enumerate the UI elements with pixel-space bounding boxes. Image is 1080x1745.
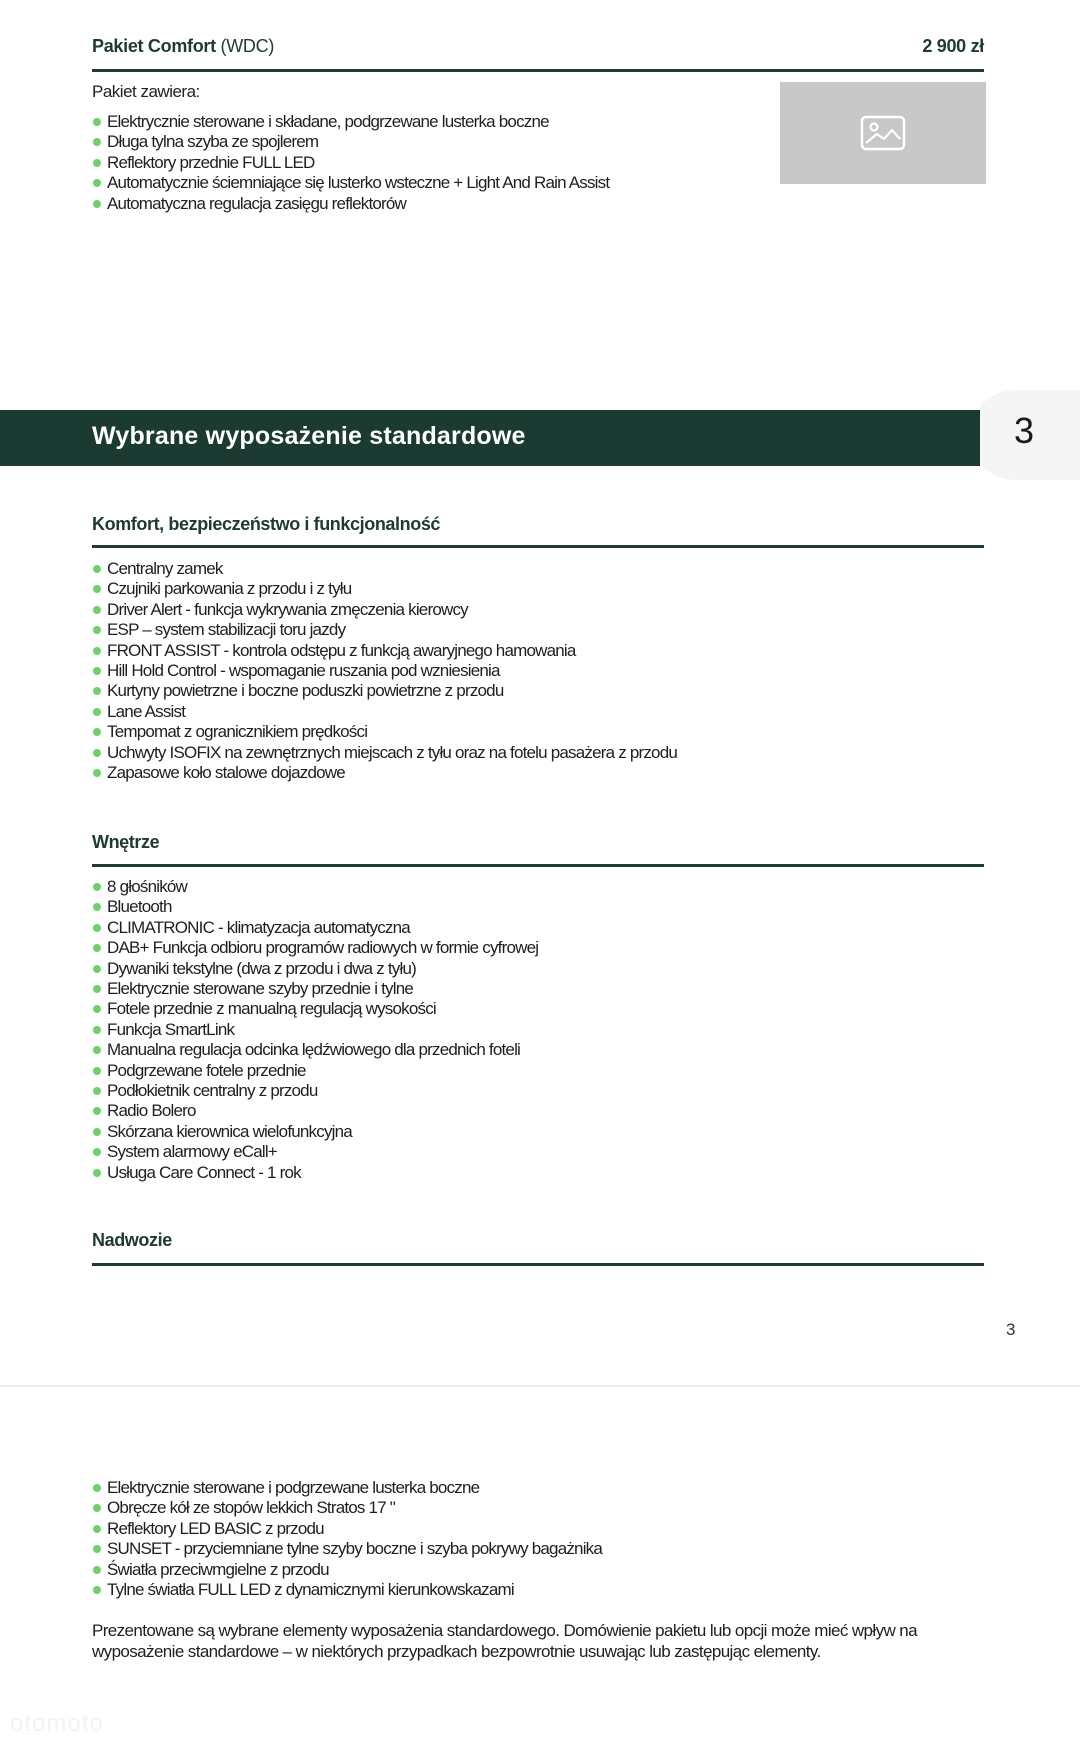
list-item: Obręcze kół ze stopów lekkich Stratos 17 " bbox=[92, 1498, 602, 1518]
bullet-icon bbox=[93, 1026, 101, 1034]
list-item: System alarmowy eCall+ bbox=[92, 1142, 538, 1162]
list-item: Zapasowe koło stalowe dojazdowe bbox=[92, 763, 677, 783]
package-contains-label: Pakiet zawiera: bbox=[92, 82, 200, 101]
bullet-icon bbox=[93, 1148, 101, 1156]
bullet-icon bbox=[93, 1046, 101, 1054]
bullet-icon bbox=[93, 1128, 101, 1136]
bullet-icon bbox=[93, 626, 101, 634]
list-item: Automatyczna regulacja zasięgu reflektorów bbox=[92, 194, 609, 214]
bullet-icon bbox=[93, 1169, 101, 1177]
list-item: Manualna regulacja odcinka lędźwiowego dla przednich foteli bbox=[92, 1040, 538, 1060]
banner-title: Wybrane wyposażenie standardowe bbox=[92, 422, 526, 450]
list-item: DAB+ Funkcja odbioru programów radiowych w formie cyfrowej bbox=[92, 938, 538, 958]
section-title: Komfort, bezpieczeństwo i funkcjonalność bbox=[92, 514, 441, 534]
bullet-icon bbox=[93, 1566, 101, 1574]
bullet-icon bbox=[93, 565, 101, 573]
bullet-icon bbox=[93, 1087, 101, 1095]
list-item: Radio Bolero bbox=[92, 1101, 538, 1121]
list-item: Podłokietnik centralny z przodu bbox=[92, 1081, 538, 1101]
package-title bbox=[92, 36, 274, 57]
section-header-nadwozie bbox=[92, 1230, 984, 1266]
list-item: ESP – system stabilizacji toru jazdy bbox=[92, 620, 677, 640]
list-item: Centralny zamek bbox=[92, 559, 677, 579]
list-item: Tylne światła FULL LED z dynamicznymi kierunkowskazami bbox=[92, 1580, 602, 1600]
bullet-icon bbox=[93, 1525, 101, 1533]
bullet-icon bbox=[93, 1067, 101, 1075]
section-list-wnetrze bbox=[92, 877, 538, 1183]
list-item: Uchwyty ISOFIX na zewnętrznych miejscach z tyłu oraz na fotelu pasażera z przodu bbox=[92, 743, 677, 763]
package-image bbox=[780, 82, 986, 184]
list-item: Kurtyny powietrzne i boczne poduszki powietrzne z przodu bbox=[92, 681, 677, 701]
list-item: Driver Alert - funkcja wykrywania zmęczenia kierowcy bbox=[92, 600, 677, 620]
bullet-icon bbox=[93, 118, 101, 126]
list-item: Długa tylna szyba ze spojlerem bbox=[92, 132, 609, 152]
list-item: Reflektory przednie FULL LED bbox=[92, 153, 609, 173]
image-placeholder-icon bbox=[860, 115, 906, 151]
bullet-icon bbox=[93, 944, 101, 952]
list-item: FRONT ASSIST - kontrola odstępu z funkcją awaryjnego hamowania bbox=[92, 641, 677, 661]
list-item: Funkcja SmartLink bbox=[92, 1020, 538, 1040]
list-item: Elektrycznie sterowane szyby przednie i tylne bbox=[92, 979, 538, 999]
section-banner bbox=[0, 410, 980, 466]
bullet-icon bbox=[93, 1484, 101, 1492]
page-number: 3 bbox=[1006, 1320, 1016, 1339]
bullet-icon bbox=[93, 965, 101, 973]
package-items-list bbox=[92, 112, 609, 214]
section-title: Wnętrze bbox=[92, 832, 160, 852]
list-item: Lane Assist bbox=[92, 702, 677, 722]
bullet-icon bbox=[93, 924, 101, 932]
bullet-icon bbox=[93, 1586, 101, 1594]
package-header bbox=[92, 36, 984, 72]
list-item: Fotele przednie z manualną regulacją wysokości bbox=[92, 999, 538, 1019]
package-name: Pakiet Comfort bbox=[92, 36, 216, 56]
document-page-lower bbox=[0, 1385, 1080, 1745]
list-item: 8 głośników bbox=[92, 877, 538, 897]
list-item: Podgrzewane fotele przednie bbox=[92, 1061, 538, 1081]
bullet-icon bbox=[93, 1504, 101, 1512]
body-items-list bbox=[92, 1478, 602, 1600]
watermark: otomoto bbox=[10, 1710, 104, 1737]
section-list-komfort bbox=[92, 559, 677, 783]
bullet-icon bbox=[93, 1005, 101, 1013]
list-item: SUNSET - przyciemniane tylne szyby boczne i szyba pokrywy bagażnika bbox=[92, 1539, 602, 1559]
bullet-icon bbox=[93, 159, 101, 167]
bullet-icon bbox=[93, 138, 101, 146]
list-item: Czujniki parkowania z przodu i z tyłu bbox=[92, 579, 677, 599]
footnote: Prezentowane są wybrane elementy wyposażenia standardowego. Domówienie pakietu lub opcji może mieć wpływ na wyposażenie standardowe – w niektórych przypadkach bezpowrotnie usuwając lub zastępując elementy. bbox=[92, 1621, 917, 1661]
list-item: Automatycznie ściemniające się lusterko wsteczne + Light And Rain Assist bbox=[92, 173, 609, 193]
list-item: Bluetooth bbox=[92, 897, 538, 917]
list-item: Dywaniki tekstylne (dwa z przodu i dwa z tyłu) bbox=[92, 959, 538, 979]
bullet-icon bbox=[93, 903, 101, 911]
bullet-icon bbox=[93, 883, 101, 891]
list-item: Elektrycznie sterowane i składane, podgrzewane lusterka boczne bbox=[92, 112, 609, 132]
list-item: Tempomat z ogranicznikiem prędkości bbox=[92, 722, 677, 742]
bullet-icon bbox=[93, 749, 101, 757]
chapter-number: 3 bbox=[1014, 410, 1035, 451]
list-item: Reflektory LED BASIC z przodu bbox=[92, 1519, 602, 1539]
bullet-icon bbox=[93, 728, 101, 736]
bullet-icon bbox=[93, 647, 101, 655]
section-header-komfort bbox=[92, 514, 984, 548]
bullet-icon bbox=[93, 200, 101, 208]
list-item: CLIMATRONIC - klimatyzacja automatyczna bbox=[92, 918, 538, 938]
bullet-icon bbox=[93, 606, 101, 614]
bullet-icon bbox=[93, 179, 101, 187]
bullet-icon bbox=[93, 585, 101, 593]
list-item: Skórzana kierownica wielofunkcyjna bbox=[92, 1122, 538, 1142]
list-item: Światła przeciwmgielne z przodu bbox=[92, 1560, 602, 1580]
section-header-wnetrze bbox=[92, 832, 984, 867]
bullet-icon bbox=[93, 708, 101, 716]
section-title: Nadwozie bbox=[92, 1230, 172, 1250]
bullet-icon bbox=[93, 985, 101, 993]
package-code: (WDC) bbox=[220, 36, 275, 56]
bullet-icon bbox=[93, 1545, 101, 1553]
bullet-icon bbox=[93, 687, 101, 695]
list-item: Hill Hold Control - wspomaganie ruszania pod wzniesienia bbox=[92, 661, 677, 681]
list-item: Elektrycznie sterowane i podgrzewane lusterka boczne bbox=[92, 1478, 602, 1498]
bullet-icon bbox=[93, 769, 101, 777]
package-price: 2 900 zł bbox=[922, 36, 984, 56]
bullet-icon bbox=[93, 667, 101, 675]
list-item: Usługa Care Connect - 1 rok bbox=[92, 1163, 538, 1183]
bullet-icon bbox=[93, 1107, 101, 1115]
